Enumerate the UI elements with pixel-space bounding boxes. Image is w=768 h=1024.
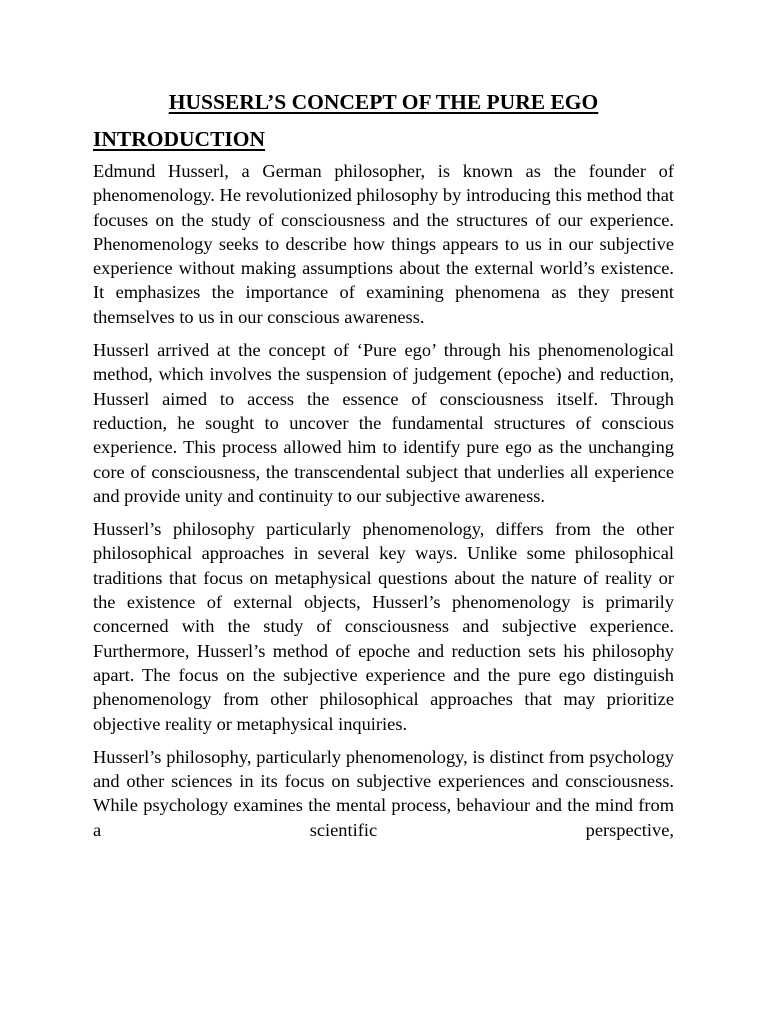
- paragraph-4: Husserl’s philosophy, particularly phenomenology, is distinct from psychology and other sciences in its focus on subjective experiences and consciousness. While psychology examines the mental process, behaviour and the mind from a scientific perspective,: [93, 746, 674, 840]
- document-title: HUSSERL’S CONCEPT OF THE PURE EGO: [168, 90, 599, 114]
- paragraph-2: Husserl arrived at the concept of ‘Pure ego’ through his phenomenological method, which involves the suspension of judgement (epoche) and reduction, Husserl aimed to access the essence of consciousness itself. Through reduction, he sought to uncover the fundamental structures of conscious experience. This process allowed him to identify pure ego as the unchanging core of consciousness, the transcendental subject that underlies all experience and provide unity and continuity to our subjective awareness.: [93, 340, 674, 506]
- paragraph-3: Husserl’s philosophy particularly phenomenology, differs from the other philosophical approaches in several key ways. Unlike some philosophical traditions that focus on metaphysical questions about the nature of reality or the existence of external objects, Husserl’s phenomenology is primarily concerned with the study of consciousness and subjective experience. Furthermore, Husserl’s method of epoche and reduction sets his philosophy apart. The focus on the subjective experience and the pure ego distinguish phenomenology from other philosophical approaches that may prioritize objective reality or metaphysical inquiries.: [93, 519, 674, 734]
- section-heading-introduction: INTRODUCTION: [93, 127, 266, 151]
- document-page: [93, 86, 674, 842]
- paragraph-1: Edmund Husserl, a German philosopher, is known as the founder of phenomenology. He revolutionized philosophy by introducing this method that focuses on the study of consciousness and the structures of our experience. Phenomenology seeks to describe how things appears to us in our subjective experience without making assumptions about the external world’s existence. It emphasizes the importance of examining phenomena as they present themselves to us in our conscious awareness.: [93, 161, 674, 327]
